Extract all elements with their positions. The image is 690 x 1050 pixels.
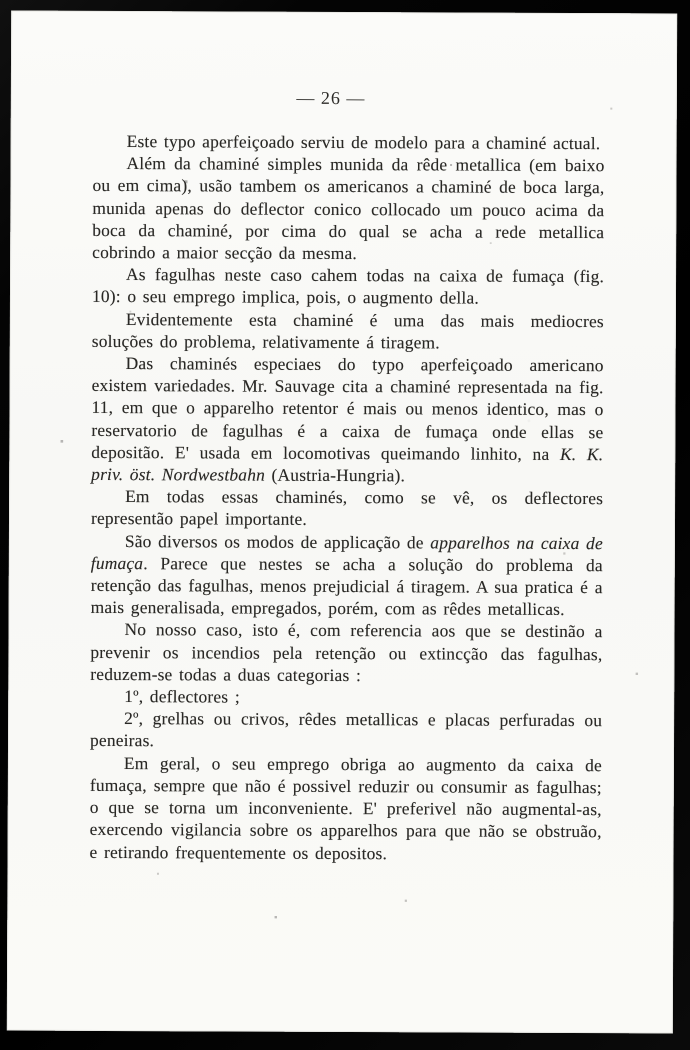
text-segment: Este typo aperfeiçoado serviu de modelo para a chaminé actual. xyxy=(126,131,601,154)
text-segment: No nosso caso, isto é, com referencia aos que se destinão a prevenir os incendios pela retenção ou extincção das fagulhas, reduzem-se todas a duas categorias : xyxy=(90,619,603,685)
text-segment: Das chaminés especiaes do typo aperfeiçoado americano existem variedades. Mr. Sauvage cita a chaminé representada na fig. 11, em que o apparelho retentor é mais ou menos identico, mas o reservatorio de fagulhas é a caixa de fumaça onde ellas se depositão. E' usada em locomotivas queimando linhito, na xyxy=(91,353,604,464)
page-number: — 26 — xyxy=(296,87,366,109)
paragraph xyxy=(91,485,603,532)
page-text xyxy=(90,130,605,865)
paragraph xyxy=(91,530,603,621)
paragraph xyxy=(90,707,602,754)
text-segment: As fagulhas neste caso cahem todas na caixa de fumaça (fig. 10): o seu emprego implica, pois, o augmento della. xyxy=(91,264,605,309)
text-segment: 1º, deflectores ; xyxy=(124,686,240,707)
paragraph xyxy=(90,685,602,709)
paragraph xyxy=(90,752,602,865)
text-segment: (Austria-Hungria). xyxy=(264,464,406,486)
paragraph xyxy=(90,618,602,687)
paragraph xyxy=(91,352,604,487)
scan-speckles xyxy=(11,11,12,12)
text-segment: 2º, grelhas ou crivos, rêdes metallicas e placas perfuradas ou peneiras. xyxy=(90,708,603,751)
text-segment: Em geral, o seu emprego obriga ao augmento da caixa de fumaça, sempre que não é possivel reduzir ou consumir as fagulhas; o que se torna um inconveniente. E' preferivel não augmental-as, exercendo vigilancia sobre os apparelhos para que não se obstruão, e retirando frequentemente os depositos. xyxy=(89,752,602,863)
paragraph xyxy=(92,152,604,265)
text-segment: Além da chaminé simples munida da rêde metallica (em baixo ou em cima), usão tambem os americanos a chaminé de boca larga, munida apenas do deflector conico collocado um pouco acima da boca da chaminé, por cima do qual se acha a rede metallica cobrindo a maior secção da mesma. xyxy=(92,153,605,264)
text-segment: Em todas essas chaminés, como se vê, os deflectores representão papel importante. xyxy=(90,486,604,530)
paragraph xyxy=(92,308,604,355)
italic-text-segment: K. K. priv. öst. Nordwestbahn xyxy=(91,443,604,485)
paragraph xyxy=(93,130,605,154)
book-page xyxy=(7,11,677,1034)
text-segment: . Parece que nestes se acha a solução do problema da retenção das fagulhas, menos prejudicial á tiragem. A sua pratica é a mais generalisada, empregados, porém, com as rêdes metallicas. xyxy=(90,552,603,620)
paragraph xyxy=(92,263,604,310)
text-segment: São diversos os modos de applicação de xyxy=(124,530,431,553)
italic-text-segment: apparelhos na caixa de fumaça xyxy=(90,532,603,573)
text-segment: Evidentemente esta chaminé é uma das mais mediocres soluções do problema, relativamente á tiragem. xyxy=(91,308,604,353)
